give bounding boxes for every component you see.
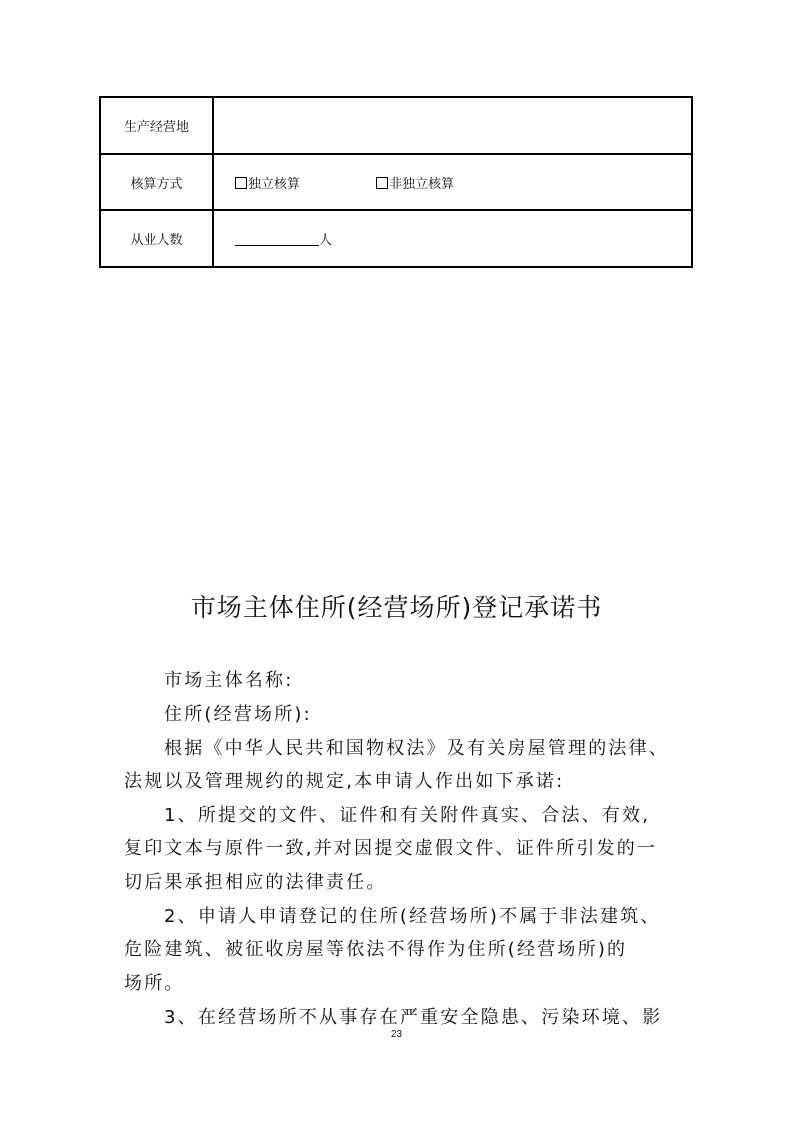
independent-accounting-label: 独立核算	[248, 176, 301, 192]
paragraph-line: 场所。	[124, 973, 185, 994]
checkbox-icon[interactable]	[376, 177, 388, 189]
employee-count-blank[interactable]	[235, 232, 319, 246]
paragraph-line: 2、申请人申请登记的住所(经营场所)不属于非法建筑、	[164, 906, 661, 927]
checkbox-icon[interactable]	[235, 177, 247, 189]
paragraph-line: 法规以及管理规约的规定,本申请人作出如下承诺:	[124, 771, 565, 792]
employee-count-field	[213, 210, 692, 267]
form-row-business-location	[100, 97, 692, 154]
paragraph-line: 根据《中华人民共和国物权法》及有关房屋管理的法律、	[164, 738, 669, 759]
business-location-label: 生产经营地	[100, 97, 213, 154]
registration-form-table	[99, 96, 693, 268]
employee-count-label: 从业人数	[100, 210, 213, 267]
independent-accounting-option[interactable]	[235, 177, 300, 192]
paragraph-line: 切后果承担相应的法律责任。	[124, 872, 387, 893]
employee-count-unit: 人	[319, 233, 333, 248]
form-row-employee-count	[100, 210, 692, 267]
non-independent-accounting-option[interactable]	[376, 177, 454, 192]
business-location-field[interactable]	[213, 97, 692, 154]
paragraph-line: 危险建筑、被征收房屋等依法不得作为住所(经营场所)的	[124, 939, 628, 960]
pledge-title: 市场主体住所(经营场所)登记承诺书	[190, 593, 603, 622]
paragraph-line: 3、在经营场所不从事存在严重安全隐患、污染环境、影	[164, 1007, 663, 1028]
address-line: 住所(经营场所):	[164, 704, 312, 725]
accounting-method-options	[213, 154, 692, 210]
form-row-accounting-method	[100, 154, 692, 210]
entity-name-line: 市场主体名称:	[164, 670, 294, 691]
page-number: 23	[390, 1029, 403, 1040]
paragraph-line: 复印文本与原件一致,并对因提交虚假文件、证件所引发的一	[124, 838, 658, 859]
paragraph-line: 1、所提交的文件、证件和有关附件真实、合法、有效,	[164, 805, 651, 826]
accounting-method-label: 核算方式	[100, 154, 213, 210]
non-independent-accounting-label: 非独立核算	[389, 176, 455, 192]
